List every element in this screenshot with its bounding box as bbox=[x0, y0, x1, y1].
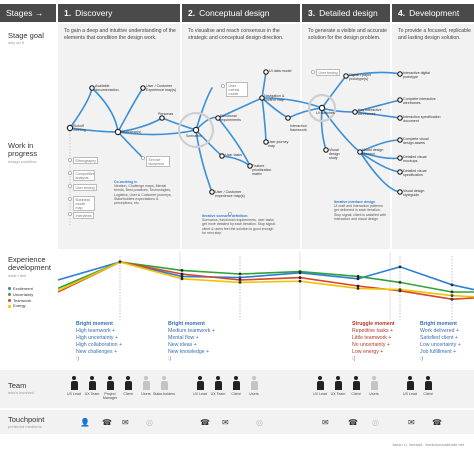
phone-icon: ☎ bbox=[432, 418, 442, 427]
point-energy bbox=[357, 287, 360, 290]
point-energy bbox=[181, 277, 184, 280]
legend-dot bbox=[8, 287, 11, 290]
node-interaction-framework: Interaction framework bbox=[290, 124, 307, 133]
node-available-documentation: Available documentation bbox=[95, 84, 119, 93]
legend-dot bbox=[8, 293, 11, 296]
point-uncertainty bbox=[181, 269, 184, 272]
moment-line: :) bbox=[420, 356, 424, 363]
moment-1 bbox=[76, 321, 156, 363]
point-uncertainty bbox=[357, 275, 360, 278]
legend-label: Teamwork bbox=[13, 297, 32, 303]
node-interaction-spec: Interaction specification document bbox=[403, 115, 441, 124]
moment-line: Satisfied client + bbox=[420, 335, 458, 342]
node-navigation-map: Navigation & content map bbox=[264, 94, 285, 103]
team-member-label: Stake-holders bbox=[152, 392, 176, 396]
phone-icon: ☎ bbox=[200, 418, 210, 427]
email-icon: ✉ bbox=[122, 418, 129, 427]
node-ethnography: Ethnography bbox=[73, 157, 98, 164]
legend-label: Excitement bbox=[13, 286, 33, 291]
moment-line: :) bbox=[168, 356, 172, 363]
point-excitement bbox=[181, 275, 184, 278]
chat-icon: ◎ bbox=[146, 418, 153, 427]
moment-line: Low uncertainty + bbox=[420, 342, 461, 349]
node-scenarios: Scenarios bbox=[186, 134, 202, 138]
moment-2 bbox=[168, 321, 248, 363]
team-member-label: UX Lead bbox=[193, 392, 207, 396]
node-user-testing-1: User testing bbox=[73, 184, 97, 191]
node-key-wireframes: Key interactive wireframes bbox=[358, 108, 382, 117]
moment-title: Struggle moment bbox=[352, 321, 395, 327]
person-icon: 👤 bbox=[80, 418, 90, 427]
node-kickoff: Kickoff meeting bbox=[73, 124, 86, 133]
node-service-blueprints: Service blueprints bbox=[146, 156, 170, 167]
node-user-testing-2: User testing bbox=[316, 69, 340, 76]
touchpoint-row-bg bbox=[0, 410, 474, 434]
note-iterative-interface: Iterative interface design UI craft and interaction patterns get delivered in each iteration. Stop signal: client is satisfied with interaction and visual design bbox=[334, 200, 386, 221]
experience-legend bbox=[8, 286, 33, 309]
node-interactive-prototype: Interactive digital prototype bbox=[403, 71, 430, 80]
series-line-excitement bbox=[58, 262, 474, 290]
team-member-label: UX Lead bbox=[313, 392, 327, 396]
team-member-label: Users bbox=[141, 392, 151, 396]
node-visual-design-study: Visual design study bbox=[329, 148, 340, 161]
row-label-goal: Stage goal why do it bbox=[8, 31, 44, 46]
chat-icon: ◎ bbox=[256, 418, 263, 427]
series-line-uncertainty bbox=[58, 262, 474, 292]
moment-3 bbox=[352, 321, 416, 363]
moment-line: :( bbox=[352, 356, 356, 363]
note-iterative-scenario: Iterative scenario definition Scenarios, functional requirements, user tasks get more detailed by each iteration. Stop signal: client & users feel the solution is good enough for next step bbox=[202, 214, 276, 235]
team-member-label: Client bbox=[351, 392, 361, 396]
moment-line: Little teamwork + bbox=[352, 335, 392, 342]
legend-item-energy bbox=[8, 303, 33, 309]
team-member-label: Client bbox=[123, 392, 133, 396]
team-member-label: UX Team bbox=[330, 392, 346, 396]
email-icon: ✉ bbox=[222, 418, 229, 427]
phone-icon: ☎ bbox=[348, 418, 358, 427]
moment-line: Low energy + bbox=[352, 349, 384, 356]
point-energy bbox=[299, 280, 302, 283]
team-member-label: Users bbox=[249, 392, 259, 396]
node-feature-matrix: Feature prioritization matrix bbox=[252, 164, 272, 177]
goal-stage-4: To provide a focused, replicable and lasting design solution. bbox=[398, 28, 471, 42]
node-user-journey: User journey map bbox=[268, 140, 289, 149]
stage-3-header: 3. Detailed design bbox=[302, 4, 390, 22]
row-label-team: Team who's involved bbox=[8, 381, 34, 396]
node-visual-styleguide: Visual design styleguide bbox=[403, 189, 425, 198]
team-member-label: Client bbox=[423, 392, 433, 396]
moment-line: High collaboration + bbox=[76, 342, 122, 349]
point-excitement bbox=[357, 277, 360, 280]
node-detailed-mockups: Detailed visual mockups bbox=[403, 155, 427, 164]
node-business-model: Business model map bbox=[73, 196, 95, 211]
node-interviews: Interviews bbox=[73, 212, 94, 219]
node-ui-data-model: UI data model bbox=[269, 69, 292, 73]
node-detailed-spec: Detailed visual specification bbox=[403, 169, 427, 178]
moment-line: New challenges + bbox=[76, 349, 118, 356]
row-label-experience: Experience development what I feel bbox=[8, 255, 51, 278]
node-customer-experience-map: User / Customer Experience map(s) bbox=[146, 84, 177, 93]
node-complete-wireframes: Complete interactive wireframes bbox=[403, 97, 436, 106]
moment-line: Medium teamwork + bbox=[168, 328, 215, 335]
node-digital-prototype: Digital / paper prototype(s) bbox=[349, 73, 372, 82]
moment-line: Mental flow + bbox=[168, 335, 199, 342]
row-label-touchpoint: Touchpoint preferred mediums bbox=[8, 415, 45, 430]
team-member-label: Users bbox=[369, 392, 379, 396]
point-teamwork bbox=[181, 273, 184, 276]
node-competitive-analysis: Competitive analysis bbox=[73, 170, 95, 181]
moment-line: No uncertainty + bbox=[352, 342, 390, 349]
chat-icon: ◎ bbox=[372, 418, 379, 427]
team-member-label: UX Lead bbox=[403, 392, 417, 396]
moment-line: Work delivered + bbox=[420, 328, 459, 335]
node-design-assets: Complete visual design assets bbox=[403, 137, 429, 146]
email-icon: ✉ bbox=[408, 418, 415, 427]
credit-text: Jason Li, Intelaid - frontdoorandtrade.net bbox=[391, 442, 464, 447]
team-member-label: UX Team bbox=[210, 392, 226, 396]
legend-dot bbox=[8, 305, 11, 308]
team-member-label: Project Manager bbox=[102, 392, 118, 400]
team-member-label: UX Lead bbox=[67, 392, 81, 396]
note-coworking: Co-working in Ideation, Challenge maps, Mental trends, Best practices, Technologies, Logistics, User & Customer journeys, Stakeholders expectations & perceptions, etc. bbox=[114, 180, 172, 205]
stages-header: Stages → bbox=[0, 4, 56, 22]
team-row-bg bbox=[0, 370, 474, 408]
stage-4-header: 4. Development bbox=[392, 4, 474, 22]
moment-line: :) bbox=[76, 356, 80, 363]
node-customer-experience-map-2: User / Customer experience map(s) bbox=[215, 190, 245, 199]
point-teamwork bbox=[299, 276, 302, 279]
point-uncertainty bbox=[299, 270, 302, 273]
stage-1-header: 1. Discovery bbox=[58, 4, 180, 22]
moment-line: Repetitive tasks + bbox=[352, 328, 394, 335]
moment-title: Bright moment bbox=[76, 321, 113, 327]
stage-2-header: 2. Conceptual design bbox=[182, 4, 300, 22]
moment-title: Bright moment bbox=[420, 321, 457, 327]
experience-chart bbox=[58, 252, 474, 320]
moment-line: Job fulfillment + bbox=[420, 349, 457, 356]
goal-stage-3: To generate a visible and accurate solution for the design problem. bbox=[308, 28, 388, 42]
moment-line: High uncertainty + bbox=[76, 335, 118, 342]
node-visual-design-concept: Visual design concept bbox=[362, 148, 384, 157]
legend-label: Energy bbox=[13, 303, 26, 309]
email-icon: ✉ bbox=[322, 418, 329, 427]
moment-line: High teamwork + bbox=[76, 328, 116, 335]
node-workshops: Workshop(s) bbox=[121, 130, 142, 134]
moment-line: New knowledge + bbox=[168, 349, 210, 356]
row-label-work: Work in progress design workflow bbox=[8, 141, 38, 164]
node-user-tasks: User tasks bbox=[225, 153, 242, 157]
node-user-mental-model: User mental model bbox=[226, 82, 248, 97]
moment-4 bbox=[420, 321, 474, 363]
node-ui-sketches: UI sketches bbox=[316, 111, 335, 115]
phone-icon: ☎ bbox=[102, 418, 112, 427]
series-line-teamwork bbox=[58, 262, 474, 299]
team-member-label: Client bbox=[231, 392, 241, 396]
node-personas: Personas bbox=[158, 112, 174, 116]
node-functional-requirements: Functional requirements bbox=[220, 114, 241, 123]
point-teamwork bbox=[357, 285, 360, 288]
moment-line: New ideas + bbox=[168, 342, 197, 349]
goal-stage-2: To visualise and reach consensus in the strategic and conceptual design direction. bbox=[188, 28, 284, 42]
goal-stage-1: To gain a deep and intuitive understanding of the elements that condition the design work. bbox=[64, 28, 176, 42]
legend-dot bbox=[8, 299, 11, 302]
moment-title: Bright moment bbox=[168, 321, 205, 327]
team-member-label: UX Team bbox=[84, 392, 100, 396]
legend-label: Uncertainty bbox=[13, 291, 34, 297]
